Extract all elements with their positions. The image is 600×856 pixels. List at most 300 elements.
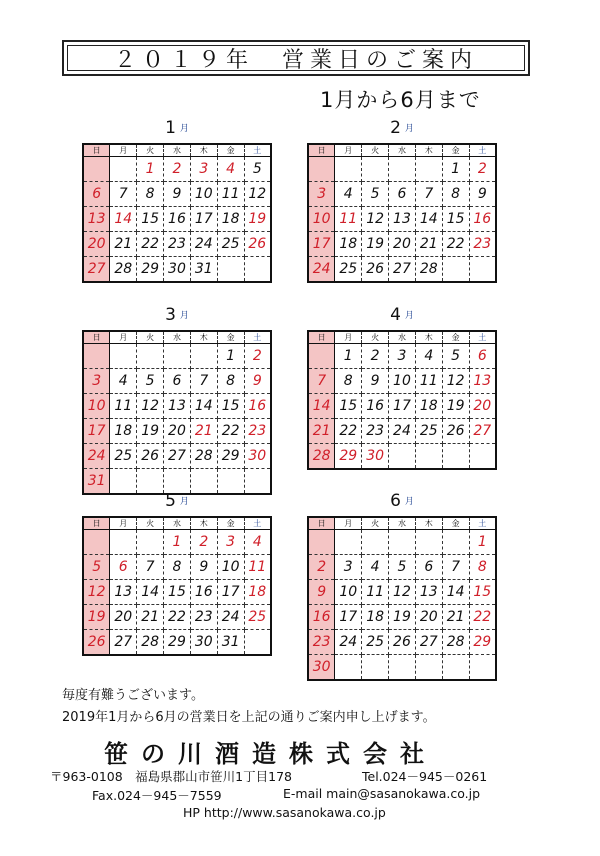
month-label: 3 $^月$	[165, 305, 189, 325]
weekday-header: 日	[308, 144, 335, 157]
weekday-header: 水	[164, 331, 191, 344]
calendar-day: 15	[469, 580, 496, 605]
calendar-day: 12	[442, 369, 469, 394]
calendar-week	[83, 207, 271, 232]
calendar-day: 3	[389, 344, 416, 369]
calendar-day: 30	[244, 444, 271, 469]
calendar-week	[308, 257, 496, 283]
calendar-day: 19	[362, 232, 389, 257]
calendar-day	[244, 630, 271, 656]
weekday-header: 金	[217, 331, 244, 344]
calendar-day	[335, 157, 362, 182]
calendar-week	[308, 444, 496, 470]
calendar-day: 17	[389, 394, 416, 419]
calendar-day: 31	[217, 630, 244, 656]
calendar-day: 11	[415, 369, 442, 394]
calendar-day: 23	[190, 605, 217, 630]
address: 〒963-0108 福島県郡山市笹川1丁目178	[50, 769, 292, 784]
tel-number: Tel.024－945－0261	[362, 769, 488, 784]
calendar-day: 2	[164, 157, 191, 182]
calendar-day: 23	[164, 232, 191, 257]
calendar-day: 22	[217, 419, 244, 444]
calendar-day: 26	[137, 444, 164, 469]
fax-number: Fax.024－945－7559	[92, 788, 222, 803]
calendar-day: 7	[137, 555, 164, 580]
weekday-header: 木	[415, 517, 442, 530]
calendar-day: 24	[217, 605, 244, 630]
calendar-day: 20	[415, 605, 442, 630]
calendar-day: 19	[137, 419, 164, 444]
calendar-day: 17	[190, 207, 217, 232]
calendar-week	[83, 444, 271, 469]
calendar-day: 4	[217, 157, 244, 182]
page-title: ２０１９年 営業日のご案内	[67, 45, 525, 71]
month-label: 6 $^月$	[390, 491, 414, 511]
calendar-day: 18	[244, 580, 271, 605]
calendar-day	[469, 655, 496, 681]
calendar-day: 2	[362, 344, 389, 369]
calendar-week	[308, 630, 496, 655]
calendar-day: 18	[217, 207, 244, 232]
calendar-week	[83, 394, 271, 419]
calendar-day: 7	[415, 182, 442, 207]
weekday-header: 日	[308, 331, 335, 344]
calendar-day: 31	[190, 257, 217, 283]
calendar-day: 2	[308, 555, 335, 580]
calendar-day	[308, 530, 335, 555]
calendar-day: 9	[244, 369, 271, 394]
calendar-day: 5	[362, 182, 389, 207]
calendar-day: 21	[442, 605, 469, 630]
calendar-day: 26	[244, 232, 271, 257]
calendar-day	[415, 157, 442, 182]
calendar-week	[83, 530, 271, 555]
calendar-day: 3	[335, 555, 362, 580]
calendar-week	[308, 344, 496, 369]
calendar-day: 30	[190, 630, 217, 656]
calendar-day	[389, 530, 416, 555]
calendar-day: 11	[110, 394, 137, 419]
calendar-day: 24	[335, 630, 362, 655]
calendar-week	[83, 630, 271, 656]
calendar-day	[415, 530, 442, 555]
calendar-day	[389, 444, 416, 470]
calendar-day: 30	[308, 655, 335, 681]
calendar-week	[308, 182, 496, 207]
calendar-day: 23	[308, 630, 335, 655]
calendar-day	[137, 530, 164, 555]
calendar-day: 21	[308, 419, 335, 444]
calendar-day	[190, 344, 217, 369]
weekday-header: 金	[217, 144, 244, 157]
weekday-header: 土	[469, 517, 496, 530]
calendar-day: 4	[415, 344, 442, 369]
calendar-day: 26	[83, 630, 110, 656]
calendar-day: 5	[442, 344, 469, 369]
calendar-day: 17	[335, 605, 362, 630]
calendar-day: 25	[362, 630, 389, 655]
calendar-grid	[307, 143, 497, 283]
calendar-day: 8	[217, 369, 244, 394]
calendar-day: 24	[308, 257, 335, 283]
calendar-day: 8	[469, 555, 496, 580]
calendar-day: 1	[217, 344, 244, 369]
calendar-day: 26	[389, 630, 416, 655]
calendar-day: 6	[469, 344, 496, 369]
calendar-day: 30	[362, 444, 389, 470]
calendar-day: 4	[362, 555, 389, 580]
calendar-day: 21	[190, 419, 217, 444]
calendar-day: 3	[83, 369, 110, 394]
calendar-day	[308, 157, 335, 182]
weekday-header: 水	[389, 517, 416, 530]
weekday-header: 火	[137, 517, 164, 530]
calendar-day	[415, 444, 442, 470]
month-label: 1 $^月$	[165, 118, 189, 138]
calendar-day: 20	[110, 605, 137, 630]
calendar-day	[110, 530, 137, 555]
calendar-day: 1	[442, 157, 469, 182]
calendar-day: 30	[164, 257, 191, 283]
calendar-day: 28	[308, 444, 335, 470]
calendar-day: 24	[190, 232, 217, 257]
calendar-day: 8	[164, 555, 191, 580]
month-label: 5 $^月$	[165, 491, 189, 511]
calendar-day: 14	[137, 580, 164, 605]
calendar-day: 11	[362, 580, 389, 605]
calendar-day: 5	[389, 555, 416, 580]
weekday-header: 木	[415, 331, 442, 344]
weekday-header: 日	[83, 331, 110, 344]
calendar-day: 2	[244, 344, 271, 369]
calendar-day: 12	[389, 580, 416, 605]
calendar-day: 17	[308, 232, 335, 257]
calendar-day: 14	[110, 207, 137, 232]
calendar-day: 4	[110, 369, 137, 394]
calendar-day: 16	[244, 394, 271, 419]
weekday-header: 火	[362, 144, 389, 157]
calendar-week	[308, 232, 496, 257]
calendar-day: 1	[335, 344, 362, 369]
calendar-day: 3	[190, 157, 217, 182]
calendar-day: 4	[335, 182, 362, 207]
calendar-week	[83, 605, 271, 630]
calendar-week	[83, 344, 271, 369]
calendar-day: 23	[362, 419, 389, 444]
calendar-day: 11	[244, 555, 271, 580]
calendar-day: 27	[164, 444, 191, 469]
calendar-week	[308, 157, 496, 182]
calendar-day: 25	[217, 232, 244, 257]
weekday-header: 土	[244, 517, 271, 530]
calendar-day: 9	[190, 555, 217, 580]
calendar-day: 1	[469, 530, 496, 555]
calendar-day: 9	[308, 580, 335, 605]
weekday-header: 月	[335, 331, 362, 344]
calendar-day: 29	[217, 444, 244, 469]
calendar-day: 13	[415, 580, 442, 605]
calendar-day: 24	[83, 444, 110, 469]
weekday-header: 木	[190, 144, 217, 157]
calendar-day: 17	[217, 580, 244, 605]
calendar-day: 7	[110, 182, 137, 207]
calendar-day: 19	[389, 605, 416, 630]
calendar-grid	[82, 143, 272, 283]
calendar-day: 14	[415, 207, 442, 232]
calendar-grid	[307, 330, 497, 470]
calendar-day	[335, 530, 362, 555]
calendar-day: 5	[83, 555, 110, 580]
calendar-day: 19	[244, 207, 271, 232]
calendar-day: 22	[469, 605, 496, 630]
calendar-day: 12	[244, 182, 271, 207]
calendar-week	[308, 580, 496, 605]
calendar-day: 20	[83, 232, 110, 257]
calendar-day: 29	[137, 257, 164, 283]
calendar-day: 27	[110, 630, 137, 656]
calendar-day: 21	[415, 232, 442, 257]
weekday-header: 木	[190, 517, 217, 530]
weekday-header: 土	[469, 144, 496, 157]
calendar-day	[335, 655, 362, 681]
company-name: 笹の川酒造株式会社	[104, 739, 437, 768]
calendar-day	[110, 157, 137, 182]
calendar-day: 4	[244, 530, 271, 555]
weekday-header: 金	[217, 517, 244, 530]
calendar-grid	[82, 516, 272, 656]
calendar-day: 7	[442, 555, 469, 580]
weekday-header: 土	[244, 144, 271, 157]
calendar-day: 8	[137, 182, 164, 207]
calendar-day: 29	[469, 630, 496, 655]
calendar-day: 17	[83, 419, 110, 444]
calendar-day: 27	[389, 257, 416, 283]
weekday-header: 火	[137, 331, 164, 344]
calendar-day: 10	[308, 207, 335, 232]
calendar-day: 26	[362, 257, 389, 283]
month-label: 2 $^月$	[390, 118, 414, 138]
calendar-day: 28	[110, 257, 137, 283]
calendar-day	[442, 655, 469, 681]
page-subtitle: 1月から6月まで	[320, 88, 481, 112]
greeting-text: 毎度有難うございます。	[62, 688, 204, 703]
calendar-week	[83, 157, 271, 182]
calendar-day: 6	[389, 182, 416, 207]
calendar-day: 2	[469, 157, 496, 182]
calendar-day: 8	[335, 369, 362, 394]
calendar-day: 10	[83, 394, 110, 419]
weekday-header: 月	[110, 517, 137, 530]
calendar-week	[83, 182, 271, 207]
weekday-header: 水	[164, 144, 191, 157]
calendar-day: 7	[190, 369, 217, 394]
calendar-day: 23	[244, 419, 271, 444]
title-box	[62, 40, 530, 76]
calendar-week	[83, 232, 271, 257]
weekday-header: 月	[110, 331, 137, 344]
weekday-header: 水	[164, 517, 191, 530]
weekday-header: 水	[389, 144, 416, 157]
calendar-day: 24	[389, 419, 416, 444]
calendar-day: 25	[244, 605, 271, 630]
calendar-grid	[82, 330, 272, 495]
calendar-day: 13	[164, 394, 191, 419]
calendar-day: 18	[362, 605, 389, 630]
calendar-day: 10	[335, 580, 362, 605]
calendar-week	[308, 655, 496, 681]
weekday-header: 金	[442, 331, 469, 344]
calendar-day: 27	[83, 257, 110, 283]
calendar-day: 5	[244, 157, 271, 182]
calendar-day: 25	[415, 419, 442, 444]
calendar-day	[389, 157, 416, 182]
calendar-week	[83, 257, 271, 283]
weekday-header: 月	[335, 517, 362, 530]
calendar-week	[83, 419, 271, 444]
calendar-day: 9	[164, 182, 191, 207]
calendar-day	[415, 655, 442, 681]
calendar-week	[308, 605, 496, 630]
calendar-day: 3	[217, 530, 244, 555]
calendar-day: 25	[335, 257, 362, 283]
calendar-day: 31	[83, 469, 110, 495]
calendar-day: 9	[362, 369, 389, 394]
calendar-day: 22	[442, 232, 469, 257]
calendar-day	[389, 655, 416, 681]
calendar-week	[308, 207, 496, 232]
calendar-day: 6	[415, 555, 442, 580]
calendar-day: 15	[164, 580, 191, 605]
calendar-day: 10	[217, 555, 244, 580]
month-label: 4 $^月$	[390, 305, 414, 325]
calendar-day	[164, 344, 191, 369]
calendar-day: 13	[110, 580, 137, 605]
calendar-day: 14	[190, 394, 217, 419]
calendar-day: 16	[190, 580, 217, 605]
calendar-day: 19	[442, 394, 469, 419]
calendar-day	[83, 530, 110, 555]
calendar-day: 19	[83, 605, 110, 630]
calendar-day: 25	[110, 444, 137, 469]
calendar-day: 15	[137, 207, 164, 232]
calendar-day: 20	[164, 419, 191, 444]
calendar-day	[83, 344, 110, 369]
calendar-day: 20	[389, 232, 416, 257]
weekday-header: 金	[442, 517, 469, 530]
calendar-day: 5	[137, 369, 164, 394]
calendar-day: 13	[83, 207, 110, 232]
calendar-day: 3	[308, 182, 335, 207]
weekday-header: 火	[362, 331, 389, 344]
calendar-week	[308, 369, 496, 394]
weekday-header: 木	[415, 144, 442, 157]
calendar-day: 21	[137, 605, 164, 630]
calendar-day: 11	[335, 207, 362, 232]
calendar-week	[308, 555, 496, 580]
calendar-day: 12	[362, 207, 389, 232]
calendar-day	[83, 157, 110, 182]
weekday-header: 水	[389, 331, 416, 344]
calendar-week	[308, 530, 496, 555]
weekday-header: 火	[137, 144, 164, 157]
calendar-day	[362, 655, 389, 681]
calendar-day: 23	[469, 232, 496, 257]
calendar-day	[137, 344, 164, 369]
calendar-day: 18	[110, 419, 137, 444]
calendar-week	[83, 555, 271, 580]
calendar-day	[362, 157, 389, 182]
weekday-header: 月	[335, 144, 362, 157]
calendar-day: 1	[164, 530, 191, 555]
calendar-week	[308, 419, 496, 444]
calendar-day: 26	[442, 419, 469, 444]
calendar-day: 27	[469, 419, 496, 444]
homepage-link[interactable]: HP http://www.sasanokawa.co.jp	[183, 805, 386, 820]
weekday-header: 日	[83, 517, 110, 530]
calendar-day: 11	[217, 182, 244, 207]
calendar-day	[442, 257, 469, 283]
calendar-day: 7	[308, 369, 335, 394]
calendar-week	[308, 394, 496, 419]
calendar-day: 14	[442, 580, 469, 605]
calendar-day: 16	[164, 207, 191, 232]
calendar-day	[442, 530, 469, 555]
calendar-day: 10	[190, 182, 217, 207]
calendar-day: 18	[335, 232, 362, 257]
calendar-day	[442, 444, 469, 470]
calendar-day: 9	[469, 182, 496, 207]
calendar-day: 6	[83, 182, 110, 207]
calendar-day: 27	[415, 630, 442, 655]
calendar-day: 15	[442, 207, 469, 232]
calendar-day	[362, 530, 389, 555]
calendar-day	[217, 257, 244, 283]
calendar-day: 14	[308, 394, 335, 419]
calendar-day: 13	[389, 207, 416, 232]
calendar-day: 22	[164, 605, 191, 630]
calendar-day: 28	[442, 630, 469, 655]
calendar-day: 16	[469, 207, 496, 232]
weekday-header: 土	[244, 331, 271, 344]
calendar-day	[308, 344, 335, 369]
calendar-day: 28	[137, 630, 164, 656]
weekday-header: 土	[469, 331, 496, 344]
calendar-day: 6	[110, 555, 137, 580]
calendar-day: 6	[164, 369, 191, 394]
calendar-day	[244, 257, 271, 283]
calendar-day: 2	[190, 530, 217, 555]
calendar-day: 29	[164, 630, 191, 656]
calendar-day: 28	[415, 257, 442, 283]
calendar-day: 16	[308, 605, 335, 630]
calendar-day: 28	[190, 444, 217, 469]
calendar-day: 8	[442, 182, 469, 207]
calendar-day: 22	[137, 232, 164, 257]
calendar-week	[83, 369, 271, 394]
calendar-day: 20	[469, 394, 496, 419]
weekday-header: 日	[308, 517, 335, 530]
weekday-header: 火	[362, 517, 389, 530]
weekday-header: 月	[110, 144, 137, 157]
notice-text: 2019年1月から6月の営業日を上記の通りご案内申し上げます。	[62, 710, 436, 725]
calendar-grid	[307, 516, 497, 681]
calendar-day: 18	[415, 394, 442, 419]
email-link[interactable]: E-mail main@sasanokawa.co.jp	[283, 786, 481, 801]
calendar-day	[469, 444, 496, 470]
calendar-day: 29	[335, 444, 362, 470]
calendar-day: 22	[335, 419, 362, 444]
weekday-header: 金	[442, 144, 469, 157]
